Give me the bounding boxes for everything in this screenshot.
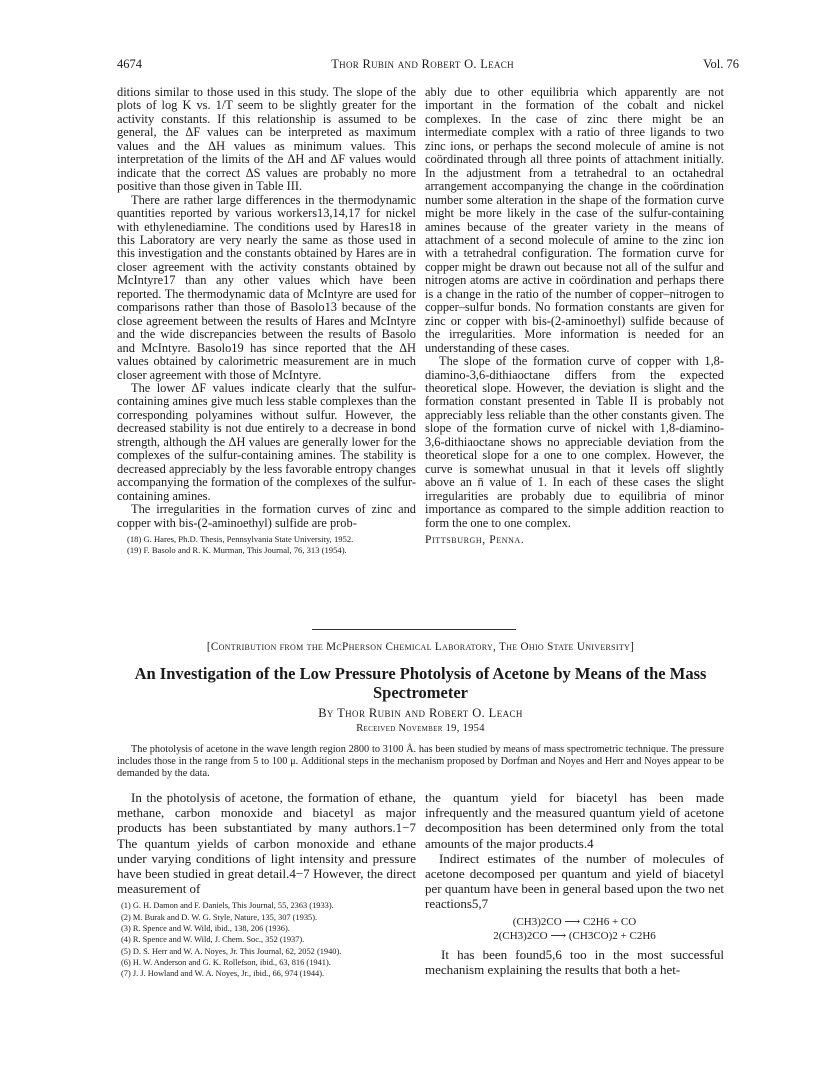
body-paragraph: The irregularities in the formation curves of zinc and copper with bis-(2-aminoethyl) sulfide are prob- <box>117 502 416 530</box>
footnote: (5) D. S. Herr and W. A. Noyes, Jr. This Journal, 62, 2052 (1940). <box>121 946 342 956</box>
bottom-right-column <box>425 790 724 977</box>
body-paragraph: ditions similar to those used in this study. The slope of the plots of log K vs. 1/T seem to be slightly greater for the activity constants. If this relationship is assumed to be general, the ΔF values can be interpreted as maximum values and the ΔH values as minimum values. This interpretation of the limits of the ΔH and ΔF values would indicate that the correct ΔS values are probably no more positive than those given in Table III. <box>117 85 416 194</box>
reaction-equation: (CH3)2CO ⟶ C2H6 + CO <box>512 915 637 928</box>
received-date: Received November 19, 1954 <box>356 723 485 734</box>
body-paragraph: The slope of the formation curve of copper with 1,8-diamino-3,6-dithiaoctane differs from the expected theoretical slope. However, the deviation is slight and the formation constant presented in Table II is probably not appreciably less reliable than the other constants given. The slope of the formation curve of nickel with 1,8-diamino-3,6-dithiaoctane shows no appreciable deviation from the theoretical slope for a one to one complex. However, the curve is somewhat unusual in that it levels off slightly above an n̄ value of 1. In each of these cases the slight irregularities are probably due to equilibria of minor importance as compared to the simple addition reaction to form the one to one complex. <box>425 354 724 530</box>
footnotes <box>117 900 416 979</box>
top-right-column <box>425 86 724 547</box>
body-paragraph: In the photolysis of acetone, the formation of ethane, methane, carbon monoxide and biacetyl as major products has been substantiated by many authors.1−7 The quantum yields of carbon monoxide and ethane under varying conditions of light intensity and pressure have been studied in great detail.4−7 However, the direct measurement of <box>117 790 416 897</box>
footnotes <box>117 534 416 556</box>
volume-number: Vol. 76 <box>703 57 739 71</box>
bottom-left-column <box>117 790 416 980</box>
body-paragraph: the quantum yield for biacetyl has been made infrequently and the measured quantum yield of acetone decomposition has been determined only from the total amounts of the major products.4 <box>425 790 724 851</box>
footnote: (3) R. Spence and W. Wild, ibid., 138, 206 (1936). <box>121 924 290 934</box>
running-header <box>117 57 739 72</box>
top-left-column <box>117 86 416 556</box>
body-paragraph: There are rather large differences in the thermodynamic quantities reported by various workers13,14,17 for nickel with ethylenediamine. The conditions used by Hares18 in this Laboratory are very nearly the same as those used in this investigation and the constants obtained by Hares are in closer agreement with the activity constants obtained by McIntyre17 than any other values which have been reported. The thermodynamic data of McIntyre are used for comparisons rather than those of Basolo13 because of the close agreement between the results of Hares and McIntyre and the wide discrepancies between the results of Basolo and McIntyre. Basolo19 has since reported that the ΔH values obtained by calorimetric measurement are in much closer agreement with those of McIntyre. <box>117 192 416 382</box>
body-paragraph: The lower ΔF values indicate clearly that the sulfur-containing amines give much less stable complexes than the corresponding polyamines without sulfur. However, the decreased stability is not due entirely to a decrease in bond strength, although the ΔH values are generally lower for the complexes of the sulfur-containing amines. The stability is decreased appreciably by the less favorable entropy changes accompanying the formation of the complexes of the sulfur-containing amines. <box>117 380 416 503</box>
footnote: (2) M. Burak and D. W. G. Style, Nature, 135, 307 (1935). <box>121 912 318 922</box>
footnote: (18) G. Hares, Ph.D. Thesis, Pennsylvania State University, 1952. <box>127 533 354 544</box>
article-title: An Investigation of the Low Pressure Photolysis of Acetone by Means of the Mass Spectrometer <box>134 664 707 702</box>
location-signoff: Pittsburgh, Penna. <box>425 533 525 546</box>
footnote: (7) J. J. Howland and W. A. Noyes, Jr., ibid., 66, 974 (1944). <box>121 969 325 979</box>
page-number: 4674 <box>117 57 142 71</box>
reaction-equation: 2(CH3)2CO ⟶ (CH3CO)2 + C2H6 <box>493 929 656 942</box>
footnote: (19) F. Basolo and R. K. Murman, This Journal, 76, 313 (1954). <box>127 544 347 555</box>
section-divider <box>312 629 516 630</box>
running-title: Thor Rubin and Robert O. Leach <box>331 57 514 71</box>
contribution-line: [Contribution from the McPherson Chemical Laboratory, The Ohio State University] <box>206 641 635 653</box>
abstract <box>117 744 724 781</box>
body-paragraph: ably due to other equilibria which apparently are not important in the formation of the cobalt and nickel complexes. In the case of zinc there might be an intermediate complex with a ratio of three ligands to two zinc ions, or perhaps the second molecule of amine is not coördinated through all three points of attachment initially. In the adjustment from a tetrahedral to an octahedral arrangement accompanying the change in the coördination number some alteration in the shape of the formation curve might be more likely in the case of the sulfur-containing amines because of the greater variety in the means of attachment of a second molecule of amine to the zinc ion with a tetrahedral configuration. The formation curve for copper might be drawn out because not all of the sulfur and nitrogen atoms are active in coördination and perhaps there is a change in the ratio of the number of copper–nitrogen to copper–sulfur bonds. No formation constants are given for zinc or copper with bis-(2-aminoethyl) sulfide because of the irregularities. More information is needed for an understanding of these cases. <box>425 85 724 355</box>
author-byline: By Thor Rubin and Robert O. Leach <box>318 706 523 720</box>
abstract-text: The photolysis of acetone in the wave length region 2800 to 3100 Å. has been studied by means of mass spectrometric technique. The pressure includes those in the range from 5 to 100 μ. Additional steps in the mechanism proposed by Dorfman and Noyes and Herr and Noyes appear to be demanded by the data. <box>117 744 724 780</box>
footnote: (6) H. W. Anderson and G. K. Rollefson, ibid., 63, 816 (1941). <box>121 957 331 967</box>
body-paragraph: It has been found5,6 too in the most successful mechanism explaining the results that both a het- <box>425 946 724 977</box>
body-paragraph: Indirect estimates of the number of molecules of acetone decomposed per quantum and yield of biacetyl per quantum have been in general based upon the two net reactions5,7 <box>425 850 724 912</box>
footnote: (4) R. Spence and W. Wild, J. Chem. Soc., 352 (1937). <box>121 935 305 945</box>
footnote: (1) G. H. Damon and F. Daniels, This Journal, 55, 2363 (1933). <box>121 901 334 911</box>
